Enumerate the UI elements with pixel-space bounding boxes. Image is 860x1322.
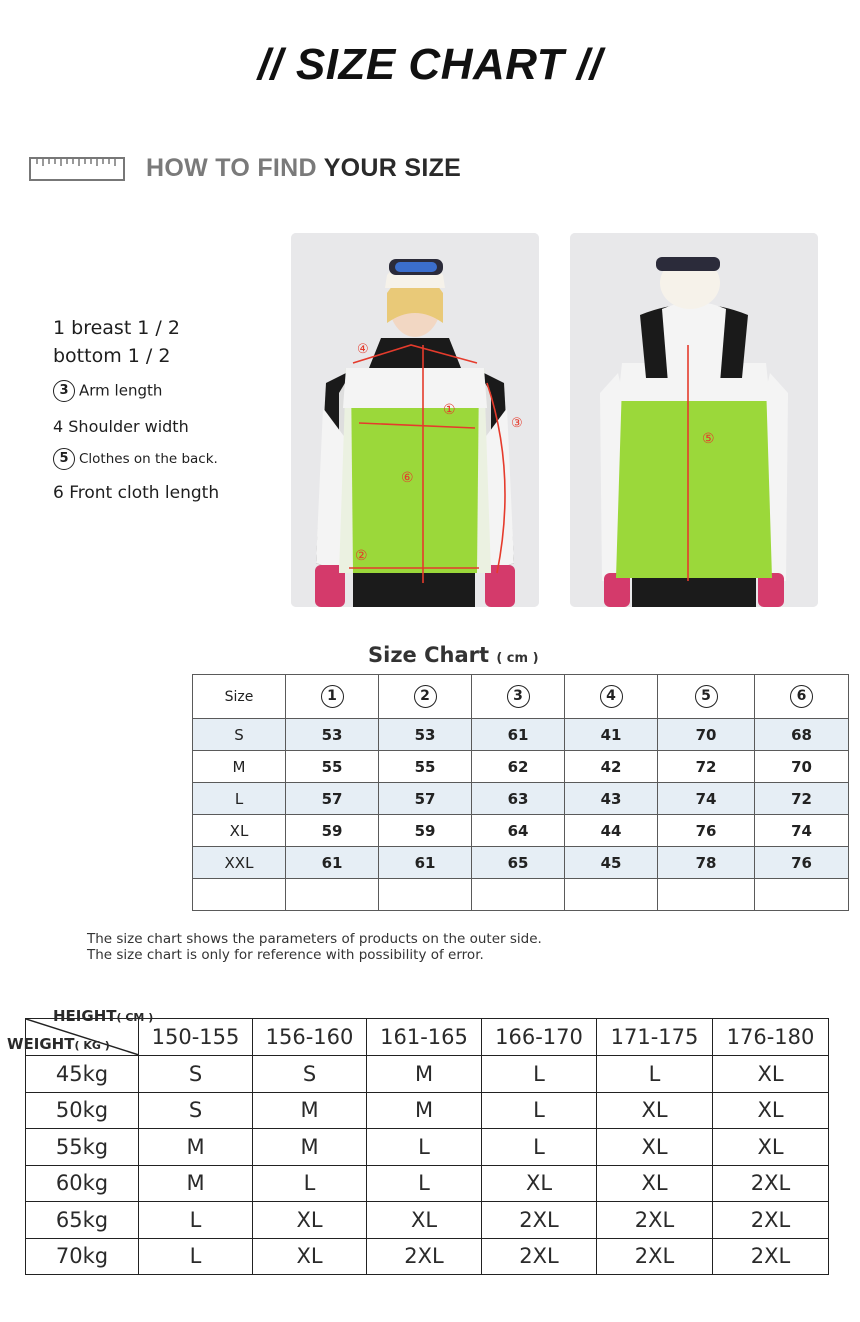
table-cell: 76	[658, 815, 755, 847]
size-label: L	[193, 783, 286, 815]
note-line-1: The size chart shows the parameters of products on the outer side.	[87, 931, 542, 947]
table-cell: 72	[658, 751, 755, 783]
table-cell: M	[139, 1129, 253, 1166]
measurement-item-2: bottom 1 / 2	[53, 345, 171, 367]
table-cell: M	[367, 1092, 482, 1129]
weight-label-text: WEIGHT	[7, 1035, 75, 1053]
col-header-1	[286, 675, 379, 719]
table-cell: 55	[379, 751, 472, 783]
title-slash-right: //	[576, 40, 603, 89]
table-cell: 59	[286, 815, 379, 847]
table-row	[26, 1056, 829, 1093]
height-header-cell: 176-180	[713, 1019, 829, 1056]
how-to-find-heading	[146, 154, 461, 183]
table-cell: 43	[565, 783, 658, 815]
table-cell: S	[253, 1056, 367, 1093]
size-chart-title-text: Size Chart	[368, 643, 490, 667]
table-cell: 2XL	[713, 1202, 829, 1239]
size-label: XXL	[193, 847, 286, 879]
table-cell: 2XL	[713, 1165, 829, 1202]
table-cell: L	[139, 1202, 253, 1239]
table-cell: 74	[755, 815, 849, 847]
table-cell: 2XL	[713, 1238, 829, 1275]
table-cell: 68	[755, 719, 849, 751]
table-cell: S	[139, 1092, 253, 1129]
table-cell: 62	[472, 751, 565, 783]
table-cell: L	[253, 1165, 367, 1202]
size-chart-table	[192, 674, 849, 911]
height-weight-table	[7, 1007, 829, 1275]
title-slash-left: //	[257, 40, 284, 89]
title-text: SIZE CHART	[295, 40, 565, 89]
table-cell-empty	[565, 879, 658, 911]
note-line-2: The size chart is only for reference with possibility of error.	[87, 947, 484, 963]
size-notes	[87, 931, 542, 963]
circled-number-6: 6	[790, 685, 813, 708]
table-cell: 53	[286, 719, 379, 751]
size-chart-header-row	[193, 675, 849, 719]
table-cell: L	[367, 1165, 482, 1202]
table-cell: XL	[597, 1092, 713, 1129]
size-chart-title	[368, 643, 539, 667]
measurement-item-5-label: Clothes on the back.	[79, 451, 218, 467]
table-cell-empty	[379, 879, 472, 911]
table-row	[26, 1165, 829, 1202]
table-cell: 78	[658, 847, 755, 879]
table-cell: XL	[713, 1129, 829, 1166]
table-cell-empty	[193, 879, 286, 911]
size-chart-unit: ( cm )	[496, 651, 539, 666]
table-cell: XL	[482, 1165, 597, 1202]
circled-number-3: 3	[53, 380, 75, 402]
ruler-icon	[29, 157, 125, 181]
table-cell: 55	[286, 751, 379, 783]
front-jacket-illustration	[291, 233, 539, 607]
table-cell: 2XL	[482, 1202, 597, 1239]
table-cell: XL	[597, 1165, 713, 1202]
size-label: M	[193, 751, 286, 783]
weight-cell: 45kg	[26, 1056, 139, 1093]
weight-cell: 50kg	[26, 1092, 139, 1129]
table-cell: 44	[565, 815, 658, 847]
table-cell-empty	[286, 879, 379, 911]
height-header-cell: 161-165	[367, 1019, 482, 1056]
circled-number-5: 5	[695, 685, 718, 708]
size-header-label: Size	[193, 675, 286, 719]
height-weight-corner	[7, 1007, 154, 1056]
table-cell: 45	[565, 847, 658, 879]
table-row-empty	[193, 879, 849, 911]
front-mark-2: ②	[355, 547, 368, 563]
table-cell: 76	[755, 847, 849, 879]
col-header-6	[755, 675, 849, 719]
table-row	[26, 1092, 829, 1129]
weight-cell: 70kg	[26, 1238, 139, 1275]
weight-cell: 60kg	[26, 1165, 139, 1202]
table-cell: 61	[472, 719, 565, 751]
table-cell: 2XL	[597, 1238, 713, 1275]
height-header-row	[26, 1019, 829, 1056]
height-header-cell: 166-170	[482, 1019, 597, 1056]
table-cell: 61	[286, 847, 379, 879]
circled-number-1: 1	[321, 685, 344, 708]
height-header-cell: 156-160	[253, 1019, 367, 1056]
front-mark-1: ①	[443, 401, 456, 417]
table-cell-empty	[472, 879, 565, 911]
how-to-heading-dark: YOUR SIZE	[323, 154, 462, 182]
col-header-5	[658, 675, 755, 719]
table-cell-empty	[755, 879, 849, 911]
table-cell: XL	[597, 1129, 713, 1166]
table-cell: M	[253, 1129, 367, 1166]
table-cell: M	[139, 1165, 253, 1202]
measurement-item-6: 6 Front cloth length	[53, 483, 220, 503]
height-header-cell: 150-155	[139, 1019, 253, 1056]
back-jacket-illustration	[570, 233, 818, 607]
circled-number-3: 3	[507, 685, 530, 708]
table-cell: 42	[565, 751, 658, 783]
size-label: XL	[193, 815, 286, 847]
table-cell-empty	[658, 879, 755, 911]
front-mark-6: ⑥	[401, 469, 414, 485]
height-header-cell: 171-175	[597, 1019, 713, 1056]
back-view-photo	[570, 233, 818, 607]
table-cell: 70	[658, 719, 755, 751]
table-cell: L	[482, 1056, 597, 1093]
table-row	[193, 719, 849, 751]
circled-number-5: 5	[53, 448, 75, 470]
weight-label	[7, 1035, 110, 1053]
table-cell: M	[367, 1056, 482, 1093]
table-cell: L	[367, 1129, 482, 1166]
col-header-3	[472, 675, 565, 719]
circled-number-2: 2	[414, 685, 437, 708]
table-row	[26, 1238, 829, 1275]
height-label-text: HEIGHT	[53, 1007, 117, 1025]
measurement-item-4: 4 Shoulder width	[53, 417, 189, 436]
col-header-4	[565, 675, 658, 719]
size-label: S	[193, 719, 286, 751]
how-to-heading-light: HOW TO FIND	[146, 154, 324, 182]
table-cell: 57	[379, 783, 472, 815]
table-cell: 63	[472, 783, 565, 815]
front-mark-3: ③	[511, 415, 523, 430]
table-cell: 70	[755, 751, 849, 783]
table-cell: 64	[472, 815, 565, 847]
table-cell: 2XL	[367, 1238, 482, 1275]
page-title	[0, 40, 860, 90]
height-label	[53, 1007, 153, 1025]
table-cell: XL	[253, 1238, 367, 1275]
table-cell: 59	[379, 815, 472, 847]
circled-number-4: 4	[600, 685, 623, 708]
table-cell: L	[139, 1238, 253, 1275]
table-row	[193, 847, 849, 879]
weight-unit: ( KG )	[74, 1039, 110, 1052]
table-cell: 65	[472, 847, 565, 879]
table-cell: 72	[755, 783, 849, 815]
weight-cell: 65kg	[26, 1202, 139, 1239]
table-cell: 61	[379, 847, 472, 879]
table-cell: S	[139, 1056, 253, 1093]
col-header-2	[379, 675, 472, 719]
table-cell: L	[482, 1129, 597, 1166]
table-cell: XL	[367, 1202, 482, 1239]
table-row	[26, 1129, 829, 1166]
table-cell: L	[597, 1056, 713, 1093]
table-cell: 53	[379, 719, 472, 751]
table-row	[193, 751, 849, 783]
back-mark-5: ⑤	[702, 430, 715, 446]
measurement-item-3	[53, 380, 162, 402]
table-cell: XL	[713, 1092, 829, 1129]
table-cell: M	[253, 1092, 367, 1129]
table-cell: 74	[658, 783, 755, 815]
table-cell: 57	[286, 783, 379, 815]
table-cell: XL	[713, 1056, 829, 1093]
table-row	[193, 815, 849, 847]
table-cell: XL	[253, 1202, 367, 1239]
table-row	[193, 783, 849, 815]
measurement-item-5	[53, 448, 218, 470]
table-cell: L	[482, 1092, 597, 1129]
table-cell: 2XL	[482, 1238, 597, 1275]
table-row	[26, 1202, 829, 1239]
front-view-photo	[291, 233, 539, 607]
table-cell: 41	[565, 719, 658, 751]
measurement-item-1: 1 breast 1 / 2	[53, 317, 180, 339]
measurement-item-3-label: Arm length	[79, 381, 163, 400]
height-unit: ( CM )	[116, 1011, 154, 1024]
table-cell: 2XL	[597, 1202, 713, 1239]
weight-cell: 55kg	[26, 1129, 139, 1166]
front-mark-4: ④	[357, 341, 369, 356]
